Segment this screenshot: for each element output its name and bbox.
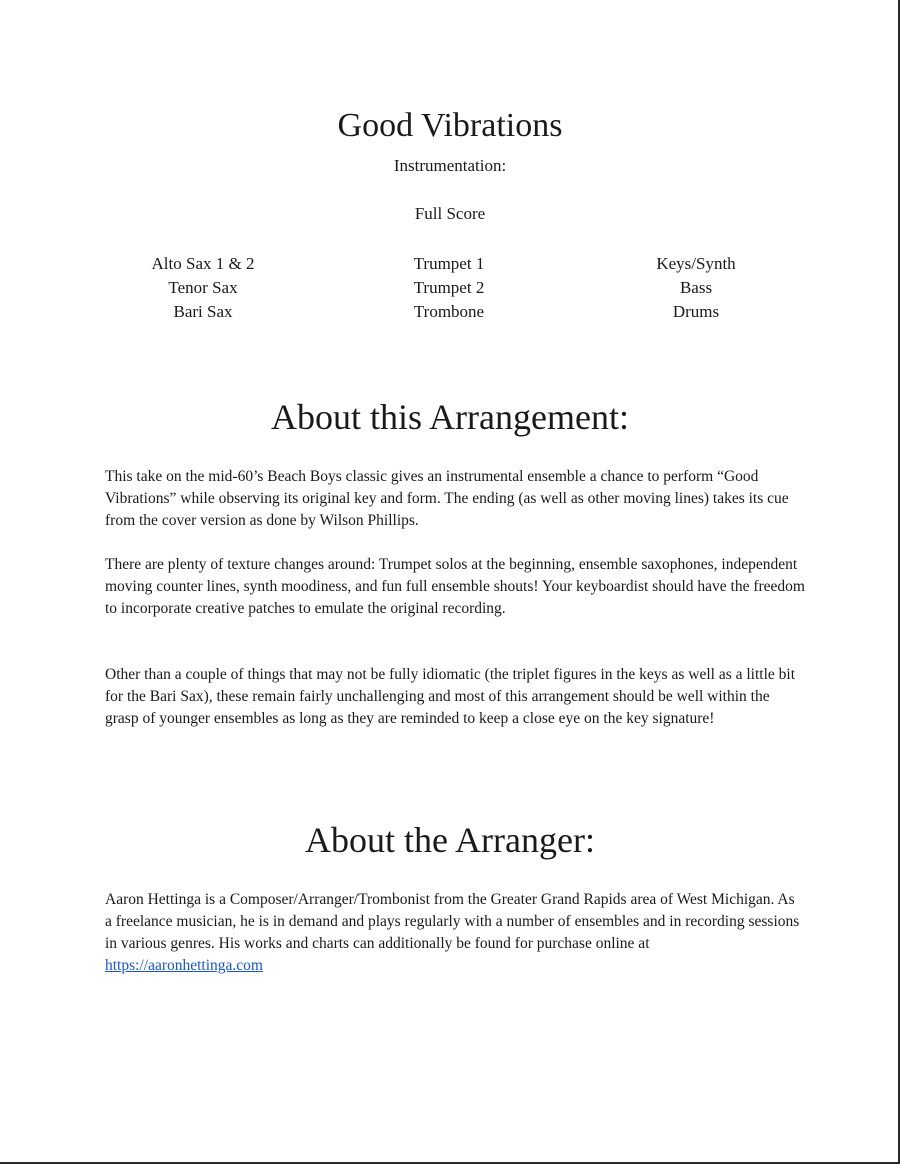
instrument-item: Tenor Sax <box>168 278 238 297</box>
instrument-item: Drums <box>672 302 720 321</box>
about-arranger-heading: About the Arranger: <box>305 820 595 860</box>
arranger-bio-text: Aaron Hettinga is a Composer/Arranger/Trombonist from the Greater Grand Rapids area of West Michigan. As a freelance musician, he is in demand and plays regularly with a number of ensembles and in recording sessions in various genres. His works and charts can additionally be found for purchase online at <box>105 891 800 952</box>
instrument-item: Bari Sax <box>173 302 233 321</box>
document-title: Good Vibrations <box>337 107 563 144</box>
instrument-column-saxes <box>83 252 323 324</box>
arrangement-paragraph-1: This take on the mid-60’s Beach Boys classic gives an instrumental ensemble a chance to perform “Good Vibrations” while observing its original key and form. The ending (as well as other moving lines) takes its cue from the cover version as done by Wilson Phillips. <box>105 468 789 529</box>
arrangement-paragraph-2: There are plenty of texture changes around: Trumpet solos at the beginning, ensemble saxophones, independent moving counter lines, synth moodiness, and fun full ensemble shouts! Your keyboardist should have the freedom to incorporate creative patches to emulate the original recording. <box>105 556 805 617</box>
arranger-bio-paragraph <box>105 889 805 977</box>
instrument-column-rhythm <box>576 252 816 324</box>
instrument-item: Bass <box>679 278 713 297</box>
arrangement-paragraph-3: Other than a couple of things that may not be fully idiomatic (the triplet figures in the keys as well as a little bit for the Bari Sax), these remain fairly unchallenging and most of this arrangement should be well within the grasp of younger ensembles as long as they are reminded to keep a close eye on the key signature! <box>105 666 796 727</box>
full-score-label: Full Score <box>414 204 486 223</box>
instrument-item: Trombone <box>413 302 485 321</box>
instrument-column-brass <box>329 252 569 324</box>
arranger-website-link[interactable]: https://aaronhettinga.com <box>105 957 263 974</box>
instrument-item: Trumpet 1 <box>413 254 485 273</box>
instrument-item: Trumpet 2 <box>413 278 485 297</box>
about-arrangement-heading: About this Arrangement: <box>271 397 629 437</box>
instrument-item: Keys/Synth <box>656 254 736 273</box>
instrumentation-label: Instrumentation: <box>393 156 507 175</box>
instrument-item: Alto Sax 1 & 2 <box>151 254 255 273</box>
